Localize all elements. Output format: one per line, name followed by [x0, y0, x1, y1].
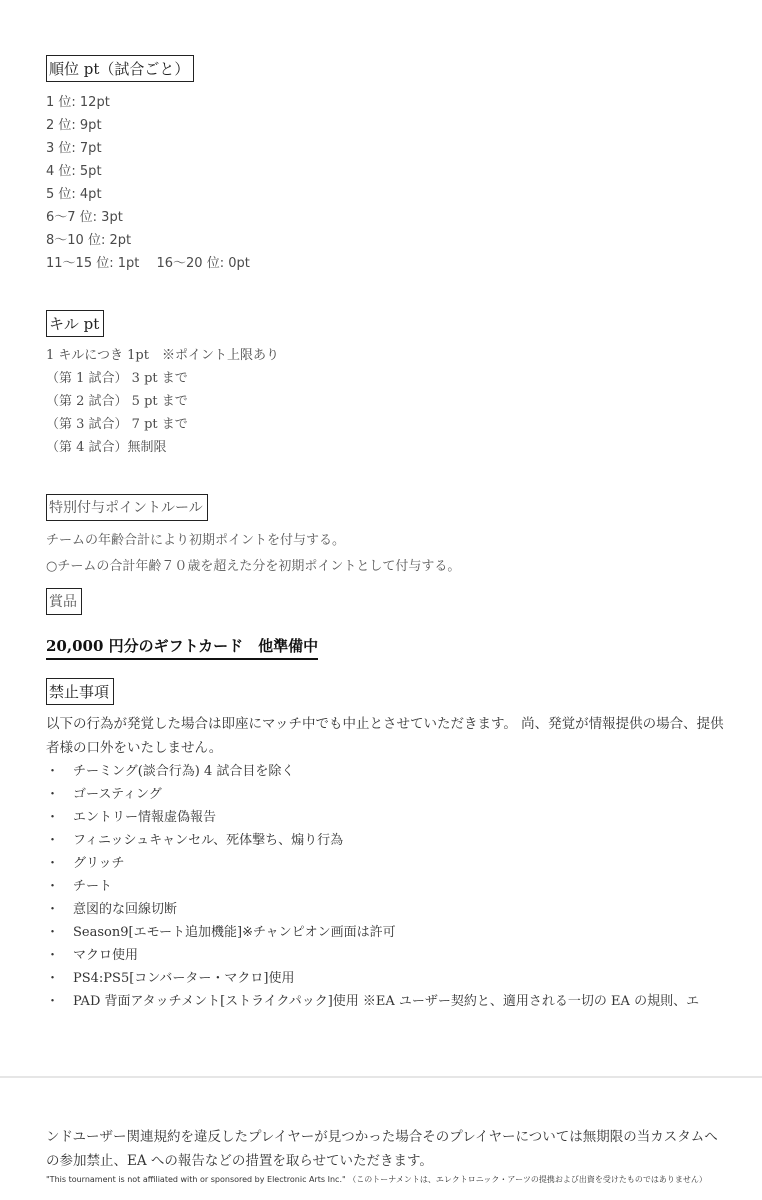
- list-item-text: ゴースティング: [73, 787, 162, 802]
- ea-disclaimer: "This tournament is not affiliated with or sponsored by Electronic Arts Inc." （このトーナメントは、エレクトロニック・アーツの提携および出資を受けたものではありません）: [46, 1175, 707, 1184]
- list-item: 11～15 位: 1pt 16～20 位: 0pt: [46, 256, 250, 271]
- kill-points-heading: キル pt: [46, 310, 104, 337]
- list-item: [46, 921, 736, 944]
- rank-points-list: [46, 91, 250, 275]
- bullet-mark: ・: [46, 948, 60, 963]
- bullet-mark: ・: [46, 764, 60, 779]
- list-item: 4 位: 5pt: [46, 164, 102, 179]
- prize-heading: 賞品: [46, 588, 82, 615]
- list-item: [46, 760, 736, 783]
- list-item: 1 キルにつき 1pt ※ポイント上限あり: [46, 348, 279, 363]
- list-item: [46, 898, 736, 921]
- list-item: [46, 944, 736, 967]
- bullet-mark: ・: [46, 833, 60, 848]
- list-item: [46, 875, 736, 898]
- list-item: [46, 783, 736, 806]
- bullet-mark: ・: [46, 856, 60, 871]
- prohibited-list: [46, 760, 736, 1013]
- list-item: 8～10 位: 2pt: [46, 233, 132, 248]
- list-item-text: 意図的な回線切断: [73, 902, 178, 917]
- special-rule-line: チームの年齢合計により初期ポイントを付与する。: [46, 533, 346, 548]
- list-item-text: PAD 背面アタッチメント[ストライクパック]使用 ※EA ユーザー契約と、適用される一切の EA の規則、エ: [73, 994, 700, 1009]
- special-rule-line: ○チームの合計年齢７０歳を超えた分を初期ポイントとして付与する。: [46, 559, 461, 574]
- list-item: 6～7 位: 3pt: [46, 210, 123, 225]
- prohibited-intro: 以下の行為が発覚した場合は即座にマッチ中でも中止とさせていただきます。 尚、発覚が情報提供の場合、提供者様の口外をいたしません。: [46, 716, 724, 756]
- list-item-text: マクロ使用: [73, 948, 139, 963]
- list-item-text: チート: [73, 879, 113, 894]
- special-points-heading: 特別付与ポイントルール: [46, 494, 208, 521]
- list-item: （第 4 試合）無制限: [46, 440, 167, 455]
- list-item-text: エントリー情報虚偽報告: [73, 810, 217, 825]
- bullet-mark: ・: [46, 787, 60, 802]
- bullet-mark: ・: [46, 994, 60, 1009]
- list-item: （第 2 試合） 5 pt まで: [46, 394, 188, 409]
- list-item-text: フィニッシュキャンセル、死体撃ち、煽り行為: [73, 833, 344, 848]
- bullet-mark: ・: [46, 902, 60, 917]
- list-item: 5 位: 4pt: [46, 187, 102, 202]
- list-item: [46, 806, 736, 829]
- list-item: [46, 990, 736, 1013]
- prohibited-heading: 禁止事項: [46, 678, 114, 705]
- footer-continuation: ンドユーザー関連規約を違反したプレイヤーが見つかった場合そのプレイヤーについては無期限の当カスタムへの参加禁止、EA への報告などの措置を取らせていただきます。: [46, 1129, 718, 1169]
- bullet-mark: ・: [46, 971, 60, 986]
- list-item: （第 3 試合） 7 pt まで: [46, 417, 188, 432]
- page-divider: [0, 1076, 762, 1078]
- bullet-mark: ・: [46, 810, 60, 825]
- list-item: [46, 967, 736, 990]
- list-item-text: Season9[エモート追加機能]※チャンピオン画面は許可: [73, 925, 396, 940]
- list-item: 2 位: 9pt: [46, 118, 102, 133]
- list-item: [46, 852, 736, 875]
- list-item: [46, 829, 736, 852]
- list-item: （第 1 試合） 3 pt まで: [46, 371, 188, 386]
- list-item-text: PS4:PS5[コンバーター・マクロ]使用: [73, 971, 295, 986]
- list-item: 1 位: 12pt: [46, 95, 110, 110]
- list-item-text: チーミング(談合行為) 4 試合目を除く: [73, 764, 295, 779]
- prize-text: 20,000 円分のギフトカード 他準備中: [46, 636, 318, 660]
- kill-points-list: [46, 344, 279, 459]
- list-item-text: グリッチ: [73, 856, 125, 871]
- rank-points-heading: 順位 pt（試合ごと）: [46, 55, 194, 82]
- list-item: 3 位: 7pt: [46, 141, 102, 156]
- bullet-mark: ・: [46, 925, 60, 940]
- bullet-mark: ・: [46, 879, 60, 894]
